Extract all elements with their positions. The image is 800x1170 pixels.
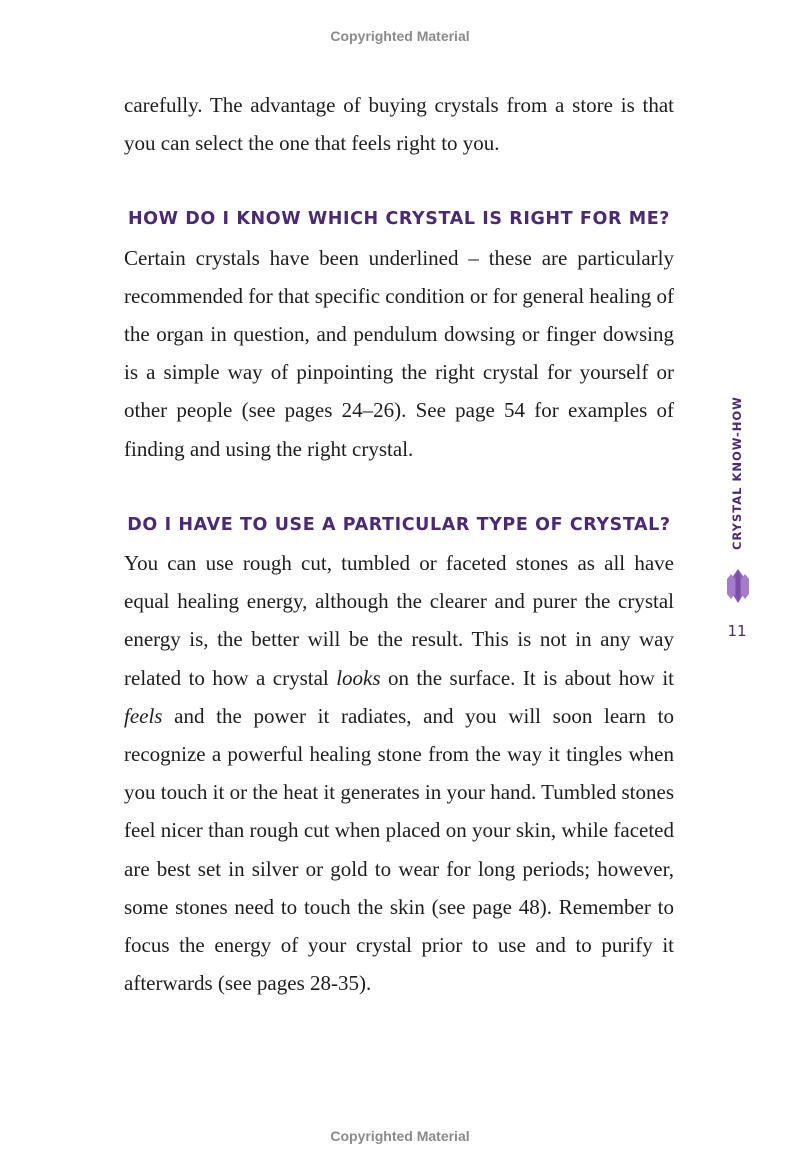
section-paragraph-which-crystal: Certain crystals have been underlined – these are particularly recommended for that specific condition or for general healing of the organ in question, and pendulum dowsing or finger dowsing is a simple way of pinpointing the right crystal for yourself or other people (see pages 24–26). See page 54 for examples of finding and using the right crystal.	[124, 245, 674, 461]
intro-paragraph: carefully. The advantage of buying crystals from a store is that you can select the one that feels right to you.	[124, 93, 674, 156]
section-tab-label: CRYSTAL KNOW-HOW	[730, 396, 744, 550]
crystal-icon	[724, 568, 752, 604]
section-paragraph-crystal-type: You can use rough cut, tumbled or faceted stones as all have equal healing energy, although the clearer and purer the crystal energy is, the better will be the result. This is not in any way related to how a crystal looks on the surface. It is about how it feels and the power it radiates, and you will soon learn to recognize a powerful healing stone from the way it tingles when you touch it or the heat it generates in your hand. Tumbled stones feel nicer than rough cut when placed on your skin, while faceted are best set in silver or gold to wear for long periods; however, some stones need to touch the skin (see page 48). Remember to focus the energy of your crystal prior to use and to purify it afterwards (see pages 28-35).	[124, 551, 674, 996]
page-number: 11	[727, 622, 747, 640]
emphasis-looks: looks	[336, 665, 381, 690]
copyright-watermark-top: Copyrighted Material	[330, 28, 470, 44]
copyright-watermark-bottom: Copyrighted Material	[330, 1128, 470, 1144]
section-heading-which-crystal: HOW DO I KNOW WHICH CRYSTAL IS RIGHT FOR ME?	[127, 209, 671, 230]
section-tab	[722, 396, 752, 550]
page-body	[124, 86, 674, 1002]
emphasis-feels: feels	[124, 703, 163, 728]
section-heading-crystal-type: DO I HAVE TO USE A PARTICULAR TYPE OF CRYSTAL?	[127, 514, 671, 535]
